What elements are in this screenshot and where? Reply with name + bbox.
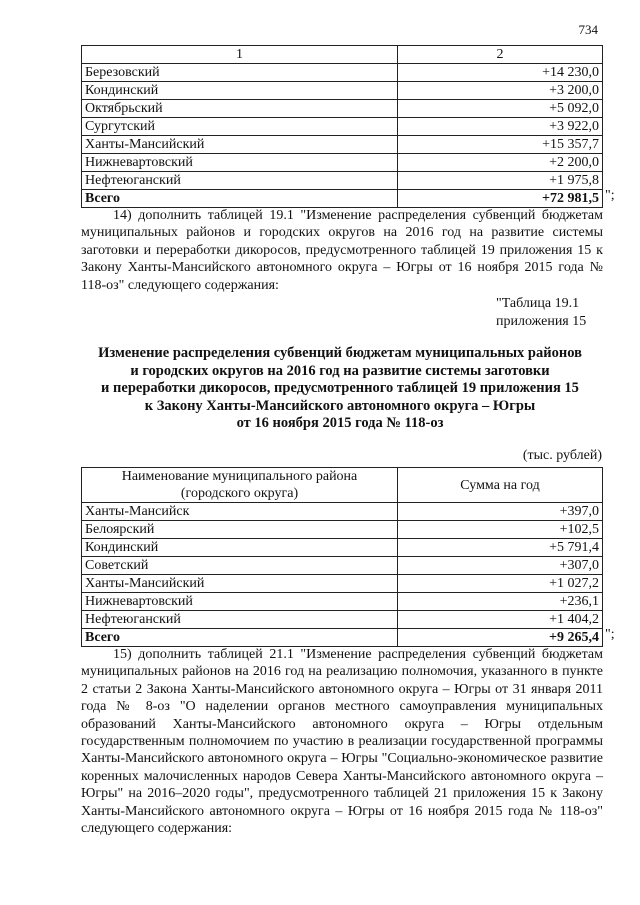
district-name: Нефтеюганский [82,172,398,190]
table-reference-line2: приложения 15 [496,314,587,329]
column-number-2: 2 [398,46,603,64]
heading-line3: и переработки дикоросов, предусмотренного таблицей 19 приложения 15 [101,380,579,397]
amount: +3 200,0 [398,82,603,100]
amount: +3 922,0 [398,118,603,136]
total-label: Всего [82,629,398,647]
table-row [82,100,603,118]
table-row [82,64,603,82]
table-row [82,539,603,557]
table-row [82,82,603,100]
page-number: 734 [578,22,598,37]
header-district-line1: Наименование муниципального района [121,469,358,484]
subvention-table-19-1 [81,467,603,647]
heading-line2: и городских округов на 2016 год на развитие системы заготовки [130,362,550,379]
district-name: Советский [82,557,398,575]
district-name: Нижневартовский [82,593,398,611]
units-label: (тыс. рублей) [522,448,602,463]
district-name: Кондинский [82,539,398,557]
column-number-1: 1 [82,46,398,64]
amount: +2 200,0 [398,154,603,172]
amount: +5 092,0 [398,100,603,118]
header-district-name [82,468,398,503]
amount: +14 230,0 [398,64,603,82]
subvention-table-continued [81,45,603,208]
district-name: Нефтеюганский [82,611,398,629]
heading-line1: Изменение распределения субвенций бюджетам муниципальных районов [98,345,582,361]
table-total-row [82,629,603,647]
amount: +102,5 [398,521,603,539]
paragraph-15 [81,646,603,837]
table1-closing-quote: "; [605,188,615,203]
table-row [82,136,603,154]
district-name: Октябрьский [82,100,398,118]
district-name: Ханты-Мансийский [82,575,398,593]
district-name: Ханты-Мансийск [82,503,398,521]
table-row [82,521,603,539]
amount: +1 404,2 [398,611,603,629]
table-row [82,557,603,575]
amount: +1 027,2 [398,575,603,593]
total-label: Всего [82,190,398,208]
district-name: Сургутский [82,118,398,136]
table-heading [60,345,620,433]
table-reference [496,295,586,331]
amount: +1 975,8 [398,172,603,190]
total-amount: +9 265,4 [398,629,603,647]
table-total-row [82,190,603,208]
total-amount: +72 981,5 [398,190,603,208]
amount: +397,0 [398,503,603,521]
paragraph-14 [81,207,603,294]
table-header-row [82,46,603,64]
paragraph-15-text: 15) дополнить таблицей 21.1 "Изменение распределения субвенций бюджетам муниципальных районов на 2016 год на реализацию полномочия, указанного в пункте 2 статьи 2 Закона Ханты-Мансийского автономного округа – Югры от 31 января 2011 года № 8-оз "О наделении органов местного самоуправления муниципальных образований Ханты-Мансийского автономного округа – Югры отдельным государственным полномочием по участию в реализации государственной программы Ханты-Мансийского автономного округа – Югры "Социально-экономическое развитие коренных малочисленных народов Севера Ханты-Мансийского автономного округа – Югры" на 2016–2020 годы", предусмотренного таблицей 21 приложения 15 к Закону Ханты-Мансийского автономного округа – Югры от 16 ноября 2015 года № 118-оз" следующего содержания: [81,647,603,837]
district-name: Березовский [82,64,398,82]
district-name: Ханты-Мансийский [82,136,398,154]
table-row [82,154,603,172]
heading-line5: от 16 ноября 2015 года № 118-оз [236,415,444,432]
header-amount: Сумма на год [398,468,603,503]
district-name: Белоярский [82,521,398,539]
table2-closing-quote: "; [605,627,615,642]
table-row [82,593,603,611]
table-reference-line1: "Таблица 19.1 [496,296,580,311]
header-district-line2: (городского округа) [180,486,299,501]
amount: +15 357,7 [398,136,603,154]
table-row [82,118,603,136]
amount: +236,1 [398,593,603,611]
amount: +307,0 [398,557,603,575]
paragraph-14-text: 14) дополнить таблицей 19.1 "Изменение распределения субвенций бюджетам муниципальных районов и городских округов на 2016 год на развитие системы заготовки и переработки дикоросов, предусмотренного таблицей 19 приложения 15 к Закону Ханты-Мансийского автономного округа – Югры от 16 ноября 2015 года № 118-оз" следующего содержания: [81,208,603,293]
table-row [82,611,603,629]
amount: +5 791,4 [398,539,603,557]
district-name: Кондинский [82,82,398,100]
district-name: Нижневартовский [82,154,398,172]
table-header-row [82,468,603,503]
table-row [82,503,603,521]
table-row [82,575,603,593]
heading-line4: к Закону Ханты-Мансийского автономного округа – Югры [144,397,536,414]
table-row [82,172,603,190]
